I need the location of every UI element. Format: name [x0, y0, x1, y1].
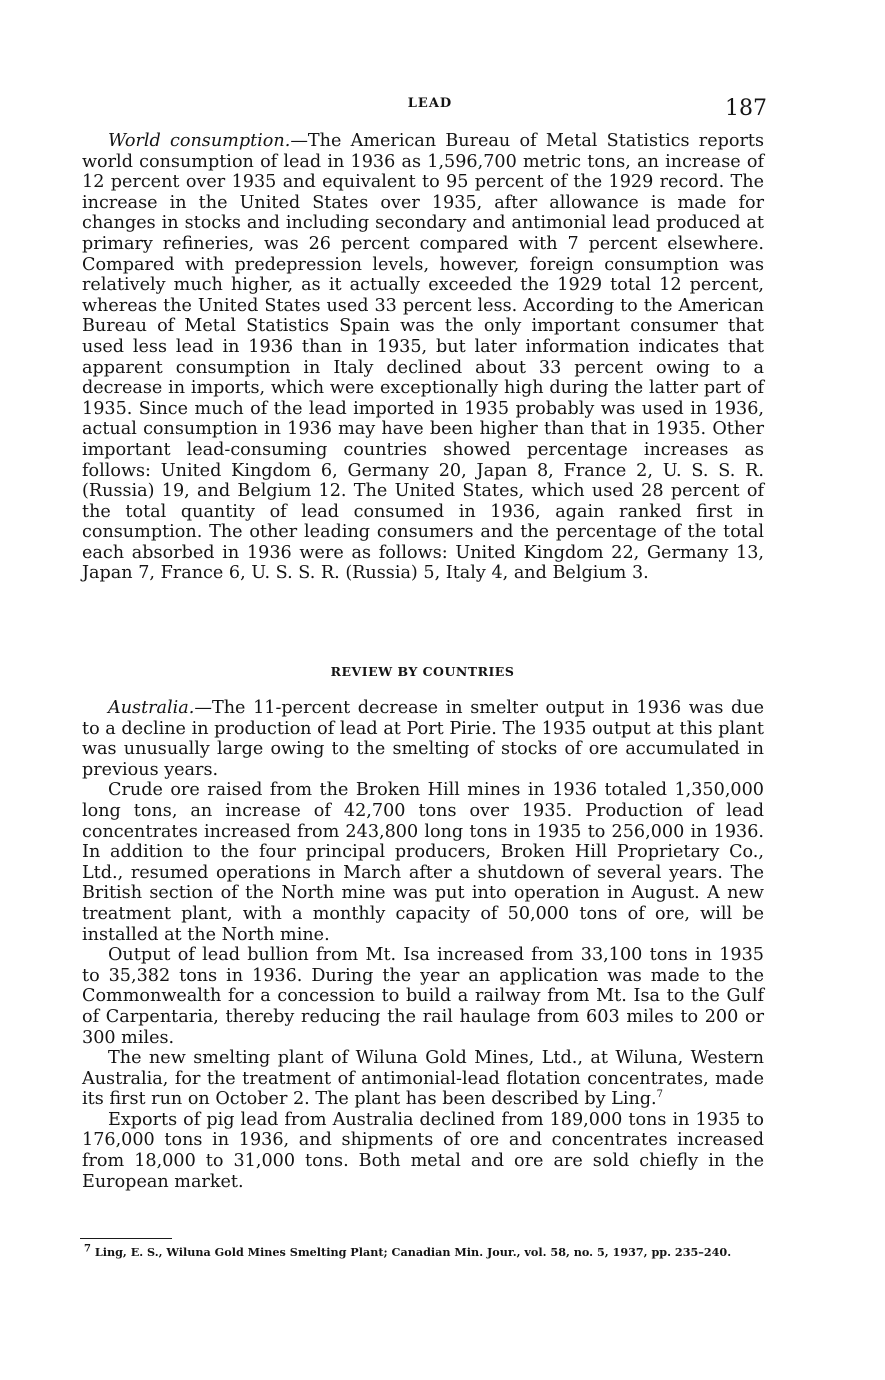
world-consumption-lead-in: World consumption.	[108, 131, 291, 151]
running-head: LEAD	[407, 96, 453, 111]
australia-paragraph-5: Exports of pig lead from Australia declined from 189,000 tons in 1935 to 176,000 tons in 1936, and shipments of ore and concentrates increased from 18,000 to 31,000 tons. Both metal and ore are sold chiefly in the European market.	[82, 1109, 764, 1192]
australia-section	[82, 698, 764, 1192]
world-consumption-section	[82, 131, 764, 584]
footnote-reference: 7	[656, 1089, 664, 1101]
footnote-text: Ling, E. S., Wiluna Gold Mines Smelting Plant; Canadian Min. Jour., vol. 58, no. 5, 1937, pp. 235–240.	[90, 1245, 732, 1259]
world-consumption-text: —The American Bureau of Metal Statistics reports world consumption of lead in 1936 as 1,596,700 metric tons, an increase of 12 percent over 1935 and equivalent to 95 percent of the 1929 record. The increase in the United States over 1935, after allowance is made for changes in stocks and including secondary and antimonial lead produced at primary refineries, was 26 percent compared with 7 percent elsewhere. Compared with predepression levels, however, foreign consumption was relatively much higher, as it actually exceeded the 1929 total 12 percent, whereas the United States used 33 percent less. According to the American Bureau of Metal Statistics Spain was the only important consumer that used less lead in 1936 than in 1935, but later information indicates that apparent consumption in Italy declined about 33 percent owing to a decrease in imports, which were exceptionally high during the latter part of 1935. Since much of the lead imported in 1935 probably was used in 1936, actual consumption in 1936 may have been higher than that in 1935. Other important lead-consuming countries showed percentage increases as follows: United Kingdom 6, Germany 20, Japan 8, France 2, U. S. S. R. (Russia) 19, and Belgium 12. The United States, which used 28 percent of the total quantity of lead consumed in 1936, again ranked first in consumption. The other leading consumers and the percentage of the total each absorbed in 1936 were as follows: United Kingdom 22, Germany 13, Japan 7, France 6, U. S. S. R. (Russia) 5, Italy 4, and Belgium 3.	[82, 131, 764, 584]
australia-paragraph-3: Output of lead bullion from Mt. Isa increased from 33,100 tons in 1935 to 35,382 tons in 1936. During the year an application was made to the Commonwealth for a concession to build a railway from Mt. Isa to the Gulf of Carpentaria, thereby reducing the rail haulage from 603 miles to 200 or 300 miles.	[82, 945, 764, 1048]
footnote-divider	[80, 1238, 172, 1239]
footnote	[84, 1245, 764, 1259]
footnote-marker: 7	[84, 1243, 91, 1255]
australia-paragraph-1	[82, 698, 764, 780]
australia-paragraph-1-text: —The 11-percent decrease in smelter output in 1936 was due to a decline in production of lead at Port Pirie. The 1935 output at this plant was unusually large owing to the smelting of stocks of ore accumulated in previous years.	[82, 698, 764, 780]
australia-paragraph-2: Crude ore raised from the Broken Hill mines in 1936 totaled 1,350,000 long tons, an increase of 42,700 tons over 1935. Production of lead concentrates increased from 243,800 long tons in 1935 to 256,000 in 1936. In addition to the four principal producers, Broken Hill Proprietary Co., Ltd., resumed operations in March after a shutdown of several years. The British section of the North mine was put into operation in August. A new treatment plant, with a monthly capacity of 50,000 tons of ore, will be installed at the North mine.	[82, 780, 764, 945]
page-number: 187	[725, 96, 767, 121]
australia-paragraph-4-text: The new smelting plant of Wiluna Gold Mines, Ltd., at Wiluna, Western Australia, for the treatment of antimonial-lead flotation concentrates, made its first run on October 2. The plant has been described by Ling.	[82, 1048, 764, 1110]
world-consumption-paragraph	[82, 131, 764, 584]
australia-paragraph-4	[82, 1048, 764, 1110]
australia-lead-in: Australia.	[108, 698, 195, 718]
section-heading: REVIEW BY COUNTRIES	[330, 664, 515, 679]
